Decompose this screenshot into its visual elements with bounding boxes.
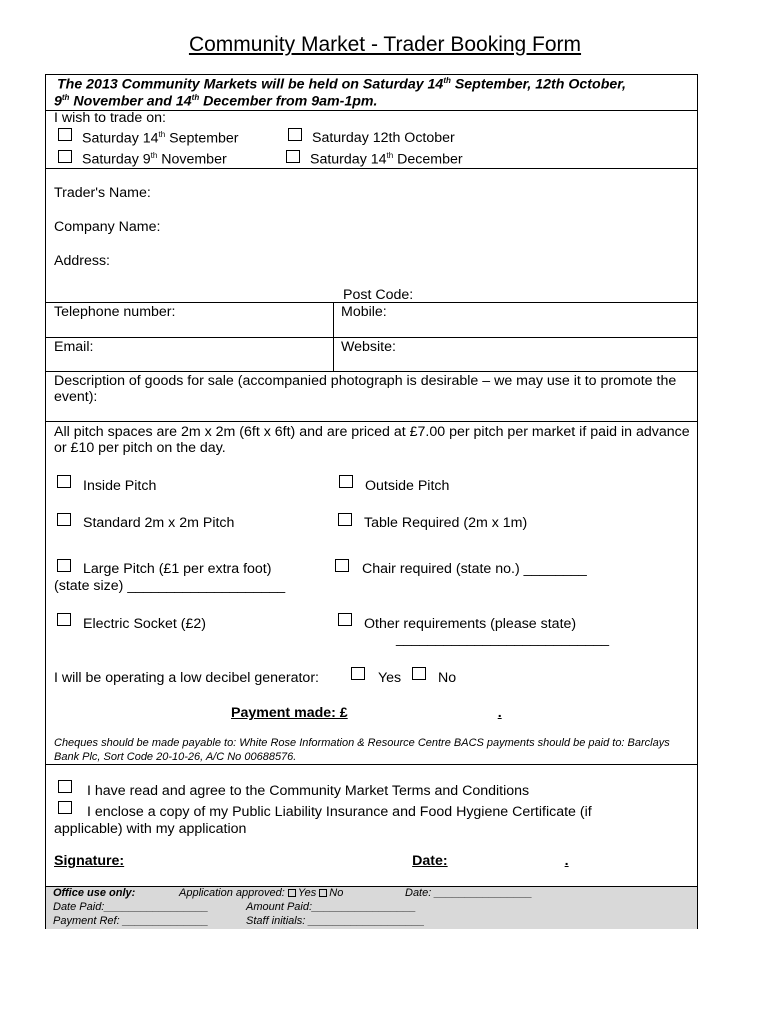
office-use-heading: Office use only: bbox=[53, 887, 136, 899]
label-sat-14-sep: Saturday 14th September bbox=[82, 130, 239, 147]
approved-yes-checkbox[interactable] bbox=[288, 889, 296, 897]
email-label: Email: bbox=[54, 339, 94, 355]
label-sat-14-dec: Saturday 14th December bbox=[310, 151, 463, 168]
generator-question: I will be operating a low decibel generator: bbox=[54, 670, 319, 686]
description-label: Description of goods for sale (accompanied photograph is desirable – we may use it to promote the event): bbox=[54, 373, 677, 405]
state-size-field[interactable]: (state size) ____________________ bbox=[54, 578, 286, 594]
checkbox-chair-required[interactable] bbox=[335, 559, 349, 572]
application-approved: Application approved: Yes No bbox=[179, 887, 344, 899]
approved-no-checkbox[interactable] bbox=[319, 889, 327, 897]
label-large-pitch: Large Pitch (£1 per extra foot) bbox=[83, 561, 272, 577]
other-requirements-field[interactable]: ___________________________ bbox=[396, 631, 610, 647]
trader-name-label: Trader's Name: bbox=[54, 185, 151, 201]
divider bbox=[46, 302, 697, 303]
checkbox-sat-9-nov[interactable] bbox=[58, 150, 72, 163]
checkbox-standard-pitch[interactable] bbox=[57, 513, 71, 526]
mobile-label: Mobile: bbox=[341, 304, 387, 320]
payment-instructions: Cheques should be made payable to: White Rose Information & Resource Centre BACS payments should be paid to: Barclays Bank Plc, Sort Code 20-10-26, A/C No 00688576. bbox=[54, 737, 670, 763]
checkbox-insurance-enclosed[interactable] bbox=[58, 801, 72, 814]
trade-dates-heading: I wish to trade on: bbox=[54, 110, 166, 126]
staff-initials: Staff initials: ___________________ bbox=[246, 915, 425, 927]
office-date: Date: ________________ bbox=[405, 887, 533, 899]
payment-made[interactable]: Payment made: £ . bbox=[231, 705, 502, 721]
checkbox-electric-socket[interactable] bbox=[57, 613, 71, 626]
divider bbox=[46, 421, 697, 422]
divider bbox=[46, 337, 697, 338]
label-electric-socket: Electric Socket (£2) bbox=[83, 616, 206, 632]
booking-form bbox=[45, 74, 698, 929]
label-table-required: Table Required (2m x 1m) bbox=[364, 515, 528, 531]
intro-line-1: The 2013 Community Markets will be held on Saturday 14th September, 12th October, bbox=[57, 76, 626, 93]
label-inside-pitch: Inside Pitch bbox=[83, 478, 157, 494]
payment-ref: Payment Ref: ______________ bbox=[53, 915, 209, 927]
checkbox-other-requirements[interactable] bbox=[338, 613, 352, 626]
checkbox-sat-12-oct[interactable] bbox=[288, 128, 302, 141]
intro-line-2: 9th November and 14th December from 9am-1pm. bbox=[54, 93, 378, 110]
signature-field[interactable]: Signature: Date: . bbox=[54, 853, 569, 869]
label-generator-yes: Yes bbox=[378, 670, 402, 686]
label-outside-pitch: Outside Pitch bbox=[365, 478, 450, 494]
column-divider bbox=[333, 302, 334, 372]
checkbox-sat-14-sep[interactable] bbox=[58, 128, 72, 141]
checkbox-table-required[interactable] bbox=[338, 513, 352, 526]
divider bbox=[46, 168, 697, 169]
website-label: Website: bbox=[341, 339, 396, 355]
checkbox-inside-pitch[interactable] bbox=[57, 475, 71, 488]
form-title: Community Market - Trader Booking Form bbox=[188, 33, 582, 56]
label-generator-no: No bbox=[438, 670, 457, 686]
label-standard-pitch: Standard 2m x 2m Pitch bbox=[83, 515, 235, 531]
label-chair-required[interactable]: Chair required (state no.) ________ bbox=[362, 561, 587, 577]
divider bbox=[46, 886, 697, 887]
label-agree-terms: I have read and agree to the Community Market Terms and Conditions bbox=[87, 783, 530, 799]
post-code-label: Post Code: bbox=[343, 287, 414, 303]
label-insurance-line-2: applicable) with my application bbox=[54, 821, 247, 837]
checkbox-sat-14-dec[interactable] bbox=[286, 150, 300, 163]
checkbox-large-pitch[interactable] bbox=[57, 559, 71, 572]
date-paid: Date Paid:_________________ bbox=[53, 901, 209, 913]
label-insurance-line-1: I enclose a copy of my Public Liability Insurance and Food Hygiene Certificate (if bbox=[87, 804, 592, 820]
checkbox-agree-terms[interactable] bbox=[58, 780, 72, 793]
divider bbox=[46, 371, 697, 372]
telephone-label: Telephone number: bbox=[54, 304, 176, 320]
checkbox-generator-yes[interactable] bbox=[351, 667, 365, 680]
office-use-section bbox=[46, 886, 697, 929]
divider bbox=[46, 764, 697, 765]
pitch-info: All pitch spaces are 2m x 2m (6ft x 6ft) and are priced at £7.00 per pitch per market if paid in advance or £10 per pitch on the day. bbox=[54, 424, 690, 456]
checkbox-generator-no[interactable] bbox=[412, 667, 426, 680]
checkbox-outside-pitch[interactable] bbox=[339, 475, 353, 488]
address-label: Address: bbox=[54, 253, 110, 269]
company-name-label: Company Name: bbox=[54, 219, 161, 235]
label-sat-12-oct: Saturday 12th October bbox=[312, 130, 455, 146]
amount-paid: Amount Paid:_________________ bbox=[246, 901, 417, 913]
label-other-requirements: Other requirements (please state) bbox=[364, 616, 577, 632]
label-sat-9-nov: Saturday 9th November bbox=[82, 151, 227, 168]
